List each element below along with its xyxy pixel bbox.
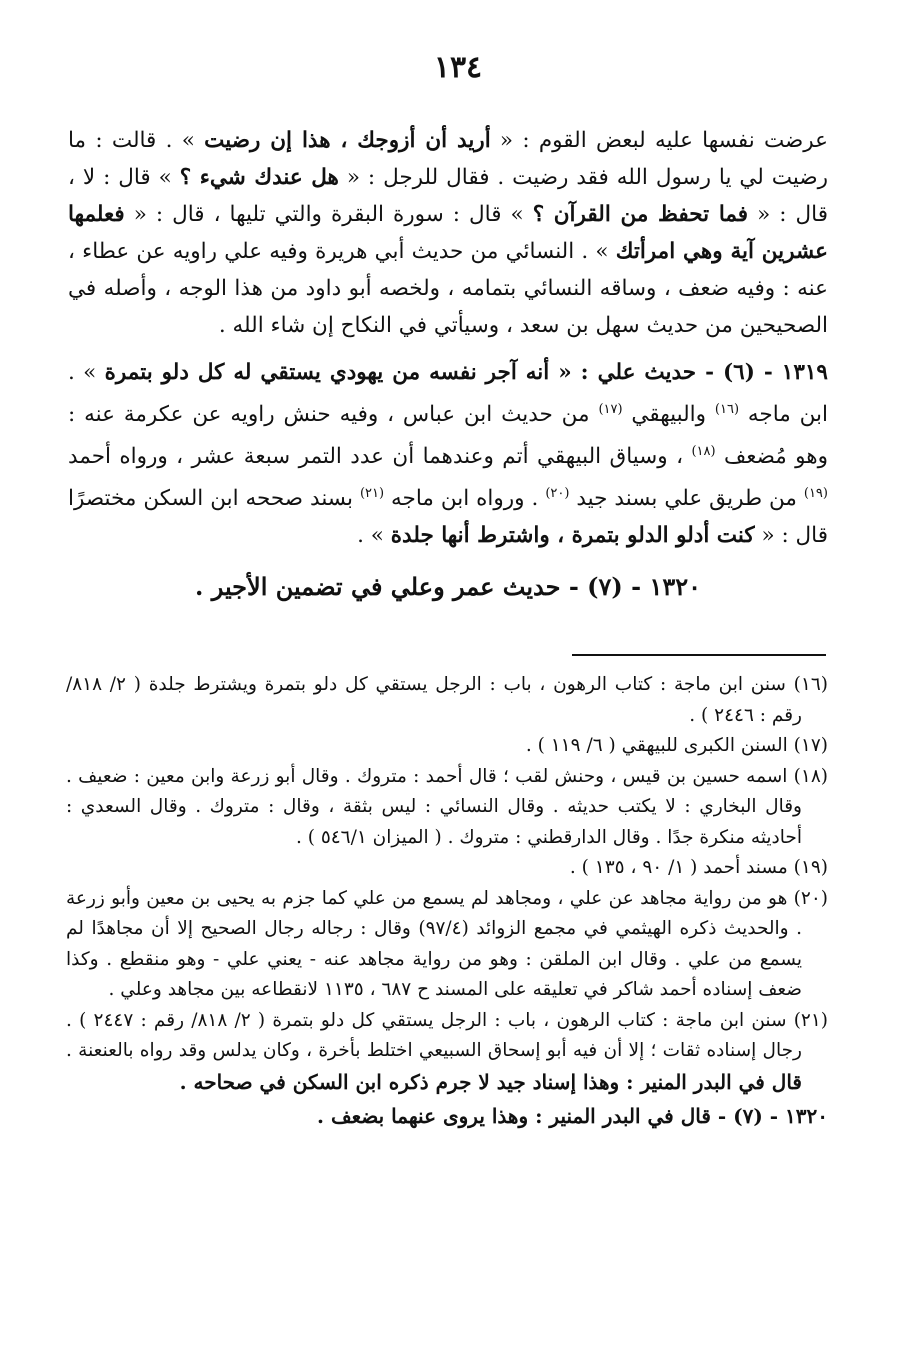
footnote-ref-21[interactable]: (٢١) <box>359 486 385 501</box>
footnote-20: (٢٠) هو من رواية مجاهد عن علي ، ومجاهد لم يسمع من علي كما جزم به يحيى بن معين وأبو زرعة . والحديث ذكره الهيثمي في مجمع الزوائد (٩٧/٤) وقال : رجاله رجال الصحيح إلا أن مجاهدًا لم يسمع من علي . وقال ابن الملقن : وهو من رواية مجاهد عنه - يعني علي - وهو منقطع . وكذا ضعف إسناده أحمد شاكر في تعليقه على المسند ح ٦٨٧ ، ١١٣٥ لانقطاعه بين مجاهد وعلي . <box>66 887 828 1000</box>
text-run: من طريق علي بسند جيد <box>569 486 804 511</box>
footnote-17: (١٧) السنن الكبرى للبيهقي ( ٦/ ١١٩ ) . <box>525 735 828 756</box>
hadith-heading-1319: ١٣١٩ - (٦) - حديث علي : « أنه آجر نفسه من يهودي يستقي له كل دلو بتمرة <box>104 360 828 385</box>
footnote-ref-20[interactable]: (٢٠) <box>545 486 570 501</box>
footnote-separator <box>572 654 826 656</box>
bold-note: ١٣٢٠ - (٧) - قال في البدر المنير : وهذا يروى عنهما بضعف . <box>317 1104 828 1128</box>
footnote-ref-18[interactable]: (١٨) <box>691 444 716 459</box>
footnote-19: (١٩) مسند أحمد ( ١/ ٩٠ ، ١٣٥ ) . <box>569 857 828 878</box>
bold-quote: فما تحفظ من القرآن ؟ <box>532 202 749 227</box>
bold-quote: فعلمها عشرين آية وهي امرأتك <box>68 202 828 264</box>
hadith-heading-1320: ١٣٢٠ - (٧) - حديث عمر وعلي في تضمين الأجير . <box>194 572 701 601</box>
text-run: » قال : لا ، قال : « <box>68 165 828 227</box>
footnotes <box>66 670 828 1134</box>
text-run: بسند صححه ابن السكن مختصرًا قال : « <box>68 486 828 548</box>
footnote-1320 <box>66 1101 828 1134</box>
text-run: عرضت نفسها عليه لبعض القوم : « <box>490 128 829 153</box>
text-run: » . <box>357 523 391 548</box>
text-run: (٢١) سنن ابن ماجة : كتاب الرهون ، باب : الرجل يستقي كل دلو بتمرة ( ٢/ ٨١٨/ رقم : ٢٤٤٧ ) . رجال إسناده ثقات ؛ إلا أن فيه أبو إسحاق السبيعي اختلط بأخرة ، وكان يدلس وقد رواه بالعنعنة . <box>66 1009 829 1061</box>
text-run: . ورواه ابن ماجه <box>384 486 546 511</box>
text-run: » . النسائي من حديث أبي هريرة وفيه علي راويه عن عطاء ، عنه : وفيه ضعف ، وساقه النسائي بتمامه ، ولخصه أبو داود من هذا الوجه ، وأصله في الصحيحين من حديث سهل بن سعد ، وسيأتي في النكاح إن شاء الله . <box>68 239 828 338</box>
page-number: ١٣٤ <box>433 50 483 85</box>
text-run: » قال : سورة البقرة والتي تليها ، قال : « <box>124 202 533 227</box>
text-run: والبيهقي <box>622 402 715 427</box>
footnote-16: (١٦) سنن ابن ماجة : كتاب الرهون ، باب : الرجل يستقي كل دلو بتمرة ويشترط جلدة ( ٢/ ٨١٨/ رقم : ٢٤٤٦ ) . <box>66 674 828 726</box>
footnote-ref-19[interactable]: (١٩) <box>803 486 828 501</box>
text-run: » . قالت : ما رضيت لي يا رسول الله فقد رضيت . فقال للرجل : « <box>68 128 829 190</box>
bold-quote: كنت أدلو الدلو بتمرة ، واشترط أنها جلدة <box>390 523 755 548</box>
bold-quote: أريد أن أزوجك ، هذا إن رضيت <box>204 128 491 153</box>
bold-quote: قال في البدر المنير : وهذا إسناد جيد لا جرم ذكره ابن السكن في صحاحه . <box>179 1069 802 1094</box>
bold-quote: هل عندك شيء ؟ <box>179 165 339 190</box>
footnote-18: (١٨) اسمه حسين بن قيس ، وحنش لقب ؛ قال أحمد : متروك . وقال أبو زرعة وابن معين : ضعيف . وقال البخاري : لا يكتب حديثه . وقال النسائي : ليس بثقة ، وقال : متروك . وقال السعدي : أحاديثه منكرة جدًا . وقال الدارقطني : متروك . ( الميزان ٥٤٦/١ ) . <box>66 765 828 848</box>
text-run: ، وسياق البيهقي أتم وعندهما أن عدد التمر سبعة عشر ، ورواه أحمد <box>68 444 692 469</box>
footnote-21 <box>66 1006 828 1100</box>
text-run: » . ابن ماجه <box>68 360 828 427</box>
paragraph-hadith-1319 <box>68 354 828 554</box>
footnote-ref-16[interactable]: (١٦) <box>714 402 740 417</box>
text-run: من حديث ابن عباس ، وفيه حنش راويه عن عكرمة عنه : وهو مُضعف <box>68 402 828 469</box>
paragraph-hadith-continuation <box>68 122 828 344</box>
footnote-ref-17[interactable]: (١٧) <box>598 402 623 417</box>
main-text <box>68 122 828 605</box>
